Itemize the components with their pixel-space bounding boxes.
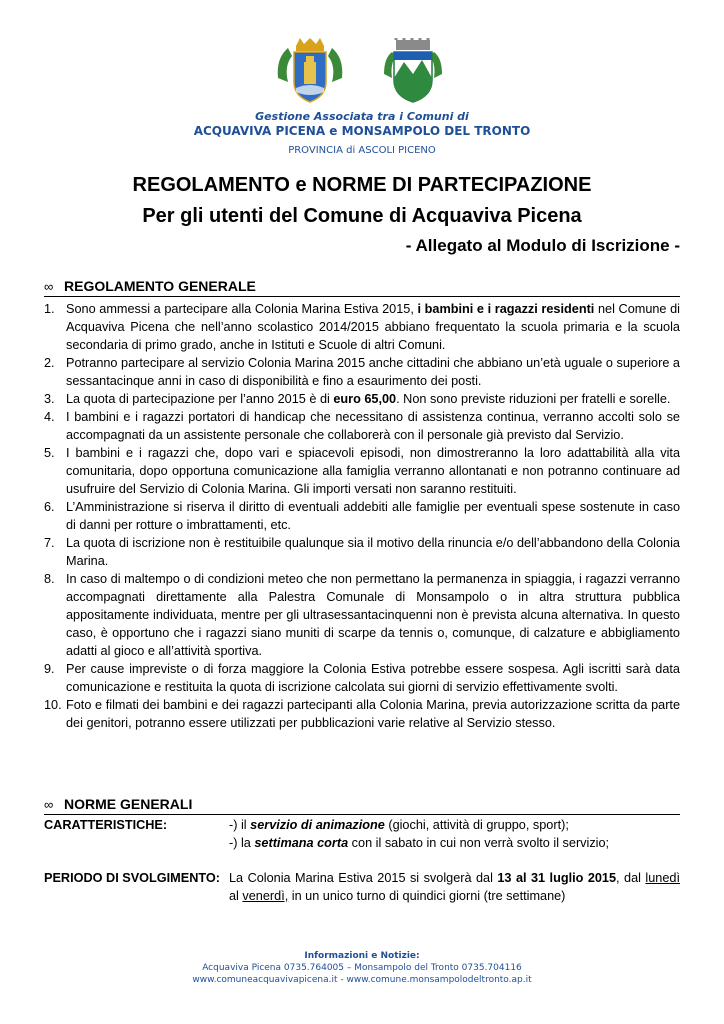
item-text: La quota di partecipazione per l’anno 2015 è di euro 65,00. Non sono previste riduzioni per fratelli e sorelle.	[66, 392, 671, 406]
list-item	[44, 498, 680, 534]
item-number: 9.	[44, 662, 55, 676]
footer-title: Informazioni e Notizie:	[304, 951, 420, 961]
page-title: REGOLAMENTO e NORME DI PARTECIPAZIONE	[132, 174, 592, 196]
list-item	[44, 696, 680, 732]
header-municipalities: ACQUAVIVA PICENA e MONSAMPOLO DEL TRONTO	[193, 124, 531, 138]
header-province: PROVINCIA di ASCOLI PICENO	[288, 145, 436, 156]
list-item	[44, 444, 680, 498]
section-title: REGOLAMENTO GENERALE	[64, 278, 256, 294]
footer	[0, 950, 724, 986]
monsampolo-crest-icon	[382, 38, 444, 104]
item-number: 1.	[44, 302, 55, 316]
item-number: 5.	[44, 446, 55, 460]
item-text: Foto e filmati dei bambini e dei ragazzi partecipanti alla Colonia Marina, previa autorizzazione scritta da parte dei genitori, potranno essere utilizzati per pubblicazioni varie relative al Servizio stesso.	[66, 698, 680, 730]
list-item	[44, 570, 680, 660]
item-text: L’Amministrazione si riserva il diritto di eventuali addebiti alle famiglie per eventuali spese sostenute in caso di danni per rotture o imbrattamenti, etc.	[66, 500, 680, 532]
page-subtitle: Per gli utenti del Comune di Acquaviva Picena	[142, 205, 582, 227]
footer-phones: Acquaviva Picena 0735.764005 – Monsampolo del Tronto 0735.704116	[202, 963, 522, 973]
item-number: 10.	[44, 698, 62, 712]
item-number: 4.	[44, 410, 55, 424]
list-item	[44, 390, 680, 408]
section-norme-heading	[44, 794, 680, 815]
attachment-label: - Allegato al Modulo di Iscrizione -	[405, 236, 680, 255]
footer-websites: www.comuneacquavivapicena.it - www.comune.monsampolodeltronto.ap.it	[192, 975, 532, 985]
infinity-bullet-icon: ∞	[44, 797, 54, 812]
caratteristiche-line-2: -) la settimana corta con il sabato in cui non verrà svolto il servizio;	[229, 836, 610, 850]
list-item	[44, 408, 680, 444]
rules-list	[44, 300, 680, 732]
item-number: 8.	[44, 572, 55, 586]
section-regolamento-heading	[44, 276, 680, 297]
periodo-label: PERIODO DI SVOLGIMENTO:	[44, 871, 220, 885]
item-number: 3.	[44, 392, 55, 406]
list-item	[44, 534, 680, 570]
caratteristiche-label: CARATTERISTICHE:	[44, 818, 168, 832]
acquaviva-crest-icon	[274, 38, 346, 104]
item-text: In caso di maltempo o di condizioni meteo che non permettano la permanenza in spiaggia, i ragazzi verranno accompagnati direttamente alla Palestra Comunale di Monsampolo o in altra struttura pubblica appositamente individuata, mentre per gli ultrasessantacinquenni non è prevista alcuna alternativa. In questo caso, è opportuno che i ragazzi siano muniti di scarpe da tennis o, comunque, di calzature e abbigliamento adatti al gioco e all’attività sportiva.	[66, 572, 680, 658]
list-item	[44, 660, 680, 696]
header-line-1: Gestione Associata tra i Comuni di	[255, 110, 469, 123]
item-text: La quota di iscrizione non è restituibile qualunque sia il motivo della rinuncia e/o dell’abbandono della Colonia Marina.	[66, 536, 680, 568]
section-title: NORME GENERALI	[64, 796, 193, 812]
item-text: I bambini e i ragazzi portatori di handicap che necessitano di assistenza continua, verranno accolti solo se accompagnati da un assistente personale che collaborerà con il personale già previsto dal Servizio.	[66, 410, 680, 442]
item-number: 2.	[44, 356, 55, 370]
item-text: Potranno partecipare al servizio Colonia Marina 2015 anche cittadini che abbiano un’età uguale o superiore a sessantacinque anni in caso di disponibilità e fino a esaurimento dei posti.	[66, 356, 680, 388]
item-number: 6.	[44, 500, 55, 514]
list-item	[44, 300, 680, 354]
logos	[0, 38, 724, 108]
item-text: I bambini e i ragazzi che, dopo vari e spiacevoli episodi, non dimostreranno la loro adattabilità alla vita comunitaria, dopo opportuna comunicazione alla famiglia verranno allontanati e non potranno continuare ad usufruire del Servizio di Colonia Marina. Gli importi versati non saranno restituiti.	[66, 446, 680, 496]
item-number: 7.	[44, 536, 55, 550]
infinity-bullet-icon: ∞	[44, 279, 54, 294]
list-item	[44, 354, 680, 390]
periodo-text: La Colonia Marina Estiva 2015 si svolgerà dal 13 al 31 luglio 2015, dal lunedì al venerdì, in un unico turno di quindici giorni (tre settimane)	[229, 871, 680, 903]
item-text: Per cause impreviste o di forza maggiore la Colonia Estiva potrebbe essere sospesa. Agli iscritti sarà data comunicazione e restituita la quota di iscrizione calcolata sui giorni di servizio effettivamente svolti.	[66, 662, 680, 694]
caratteristiche-line-1: -) il servizio di animazione (giochi, attività di gruppo, sport);	[229, 818, 569, 832]
item-text: Sono ammessi a partecipare alla Colonia Marina Estiva 2015, i bambini e i ragazzi residenti nel Comune di Acquaviva Picena che nell’anno scolastico 2014/2015 abbiano frequentato la scuola primaria e la scuola secondaria di primo grado, anche in Istituti e Scuole di altri Comuni.	[66, 302, 680, 352]
